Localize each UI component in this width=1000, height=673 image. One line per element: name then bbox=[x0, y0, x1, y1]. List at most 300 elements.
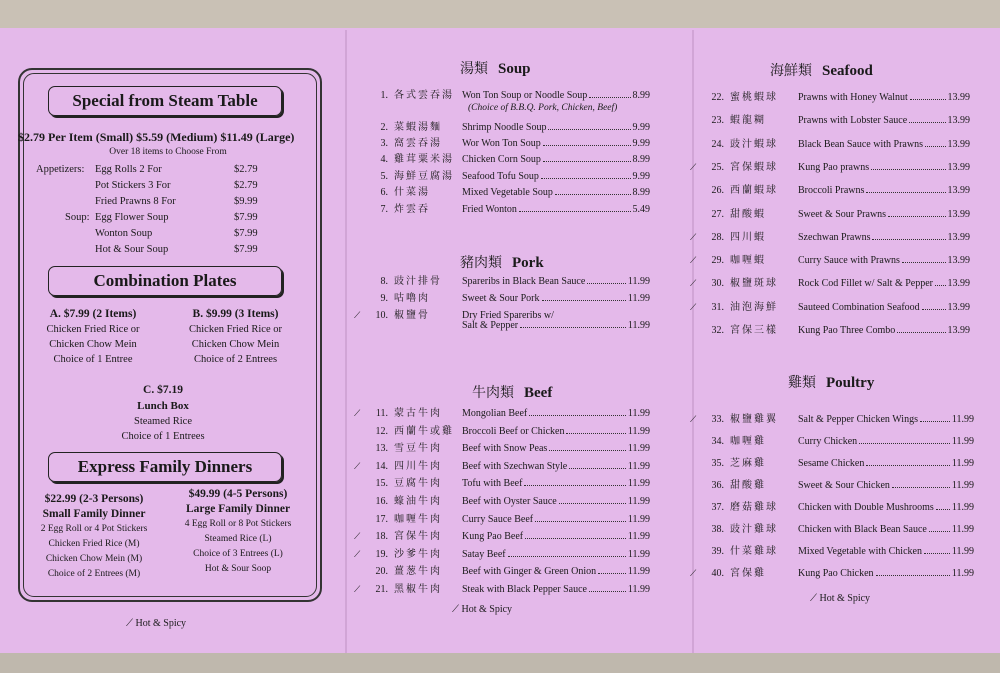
item-name: Steak with Black Pepper Sauce bbox=[462, 584, 587, 595]
item-price: 5.49 bbox=[632, 204, 650, 215]
item-chinese-name: 四川牛肉 bbox=[394, 460, 442, 472]
menu-item bbox=[366, 200, 650, 217]
item-number: 40. bbox=[711, 568, 724, 579]
item-name: Mongolian Beef bbox=[462, 408, 528, 419]
item-chinese-name: 咖喱牛肉 bbox=[394, 513, 442, 525]
special-item: Fried Prawns 8 For bbox=[95, 196, 176, 207]
item-number: 17. bbox=[375, 513, 388, 525]
hot-spicy-legend: ⟋ Hot & Spicy bbox=[452, 604, 513, 615]
item-name: Broccoli Prawns bbox=[798, 185, 865, 197]
item-number: 12. bbox=[375, 425, 388, 437]
pepper-icon: ⟋ bbox=[452, 604, 459, 615]
item-name: Beef with Ginger & Green Onion bbox=[462, 566, 597, 578]
item-price: 11.99 bbox=[627, 548, 650, 560]
menu-item bbox=[702, 88, 970, 105]
item-name: Spareribs in Black Bean Sauce bbox=[462, 276, 586, 287]
item-chinese-name: 黑椒牛肉 bbox=[394, 584, 442, 595]
item-price: 11.99 bbox=[627, 478, 650, 490]
leader-dots bbox=[555, 194, 631, 195]
seafood-heading: 海鮮類 Seafood bbox=[770, 63, 873, 79]
combo-a-line: Choice of 1 Entree bbox=[53, 354, 133, 365]
leader-dots bbox=[587, 283, 626, 284]
item-name: Kung Pao Beef bbox=[462, 531, 524, 543]
item-number: 20. bbox=[375, 566, 388, 578]
item-number: 21. bbox=[375, 584, 388, 595]
menu-item bbox=[366, 562, 650, 579]
item-name: Sweet & Sour Pork bbox=[462, 293, 540, 304]
pepper-icon: ⟋ bbox=[690, 161, 697, 172]
item-name: Chicken with Double Mushrooms bbox=[798, 502, 934, 513]
item-chinese-name: 甜酸蝦 bbox=[730, 208, 766, 220]
pepper-icon: ⟋ bbox=[354, 310, 361, 320]
item-name: Salt & Pepper bbox=[462, 320, 519, 331]
large-dinner-line: 4 Egg Roll or 8 Pot Stickers bbox=[184, 519, 292, 529]
small-dinner-line: Chicken Fried Rice (M) bbox=[48, 539, 140, 549]
item-number: 33. bbox=[711, 414, 724, 425]
special-price: $9.99 bbox=[234, 196, 258, 207]
item-number: 26. bbox=[711, 185, 724, 197]
item-number: 16. bbox=[375, 496, 388, 507]
item-price: 11.99 bbox=[951, 458, 974, 469]
item-name: Mixed Vegetable Soup bbox=[462, 187, 553, 198]
item-chinese-name: 蒙古牛肉 bbox=[394, 408, 442, 419]
poultry-heading: 雞類 Poultry bbox=[788, 375, 875, 391]
item-chinese-name: 菜蝦湯麵 bbox=[394, 122, 442, 133]
menu-item bbox=[702, 111, 970, 128]
menu-item bbox=[354, 404, 650, 421]
combo-b-line: Chicken Chow Mein bbox=[191, 339, 280, 350]
leader-dots bbox=[859, 443, 950, 444]
item-number: 11. bbox=[375, 408, 388, 419]
special-price: $7.99 bbox=[234, 228, 258, 239]
item-number: 13. bbox=[375, 443, 388, 455]
item-chinese-name: 雪豆牛肉 bbox=[394, 443, 442, 455]
leader-dots bbox=[910, 99, 946, 100]
item-name: Szechwan Prawns bbox=[798, 231, 871, 243]
leader-dots bbox=[525, 538, 626, 539]
item-number: 23. bbox=[711, 115, 724, 127]
item-name: Won Ton Soup or Noodle Soup bbox=[462, 90, 588, 101]
leader-dots bbox=[866, 192, 945, 193]
pepper-icon: ⟋ bbox=[354, 584, 361, 594]
item-chinese-name: 什菜湯 bbox=[394, 187, 430, 198]
pepper-icon: ⟋ bbox=[690, 568, 697, 578]
item-chinese-name: 薑葱牛肉 bbox=[394, 566, 442, 578]
item-price: 11.99 bbox=[627, 566, 650, 578]
leader-dots bbox=[925, 146, 946, 147]
item-name: Satay Beef bbox=[462, 548, 506, 560]
item-price: 11.99 bbox=[627, 408, 650, 419]
item-price: 11.99 bbox=[627, 531, 650, 543]
item-price: 11.99 bbox=[951, 546, 974, 557]
item-name: Chicken Corn Soup bbox=[462, 154, 541, 165]
item-name: Prawns with Lobster Sauce bbox=[798, 115, 908, 127]
small-dinner-line: Chicken Chow Mein (M) bbox=[45, 554, 143, 564]
item-number: 30. bbox=[711, 278, 724, 290]
item-price: 11.99 bbox=[951, 436, 974, 447]
menu-item bbox=[690, 228, 970, 245]
item-price: 11.99 bbox=[951, 480, 974, 491]
item-price: 13.99 bbox=[947, 115, 970, 127]
item-name: Salt & Pepper Chicken Wings bbox=[798, 414, 918, 425]
item-price: 13.99 bbox=[947, 185, 970, 197]
item-price: 13.99 bbox=[947, 278, 970, 290]
small-dinner-line: Choice of 2 Entrees (M) bbox=[47, 569, 141, 579]
pepper-icon: ⟋ bbox=[354, 460, 361, 471]
combo-b-line: Chicken Fried Rice or bbox=[188, 324, 283, 335]
pepper-icon: ⟋ bbox=[810, 593, 817, 604]
leader-dots bbox=[871, 169, 945, 170]
leader-dots bbox=[589, 591, 626, 592]
item-chinese-name: 咖喱雞 bbox=[730, 436, 766, 447]
menu-item bbox=[690, 564, 974, 581]
combo-c-line: Choice of 1 Entrees bbox=[121, 431, 205, 442]
item-name: Tofu with Beef bbox=[462, 478, 523, 490]
combo-c-head: C. $7.19 bbox=[143, 384, 183, 396]
item-name: Beef with Szechwan Style bbox=[462, 460, 568, 472]
item-price: 11.99 bbox=[627, 513, 650, 525]
item-name: Sweet & Sour Chicken bbox=[798, 480, 890, 491]
item-chinese-name: 甜酸雞 bbox=[730, 480, 766, 491]
item-name: Wor Won Ton Soup bbox=[462, 138, 541, 149]
item-chinese-name: 豆腐牛肉 bbox=[394, 478, 442, 490]
item-price: 13.99 bbox=[947, 208, 970, 220]
item-chinese-name: 海鮮豆腐湯 bbox=[394, 171, 454, 182]
leader-dots bbox=[924, 553, 950, 554]
leader-dots bbox=[909, 122, 945, 123]
item-price: 13.99 bbox=[947, 255, 970, 267]
leader-dots bbox=[935, 285, 946, 286]
item-price: 11.99 bbox=[627, 443, 650, 455]
item-price: 13.99 bbox=[947, 301, 970, 313]
menu-item bbox=[366, 150, 650, 167]
item-price: 9.99 bbox=[632, 138, 650, 149]
item-chinese-name: 磨菇雞球 bbox=[730, 502, 778, 513]
item-number: 22. bbox=[711, 92, 724, 103]
pepper-icon: ⟋ bbox=[354, 531, 361, 542]
item-chinese-name: 雞茸粟米湯 bbox=[394, 154, 454, 165]
combo-title: Combination Plates bbox=[48, 266, 282, 296]
leader-dots bbox=[897, 332, 945, 333]
menu-item bbox=[690, 298, 970, 315]
item-chinese-name: 椒鹽斑球 bbox=[730, 278, 778, 290]
item-name: Black Bean Sauce with Prawns bbox=[798, 138, 923, 150]
large-dinner-line: Steamed Rice (L) bbox=[204, 534, 272, 544]
leader-dots bbox=[548, 129, 630, 130]
item-chinese-name: 椒鹽骨 bbox=[394, 310, 430, 321]
pepper-icon: ⟋ bbox=[690, 414, 697, 424]
pork-heading: 豬肉類 Pork bbox=[460, 255, 544, 271]
item-price: 11.99 bbox=[627, 276, 650, 287]
item-price: 11.99 bbox=[627, 293, 650, 304]
item-name: Beef with Oyster Sauce bbox=[462, 496, 557, 507]
menu-item bbox=[366, 118, 650, 135]
pepper-icon: ⟋ bbox=[690, 301, 697, 312]
pepper-icon: ⟋ bbox=[690, 278, 697, 289]
item-number: 37. bbox=[711, 502, 724, 513]
menu-item bbox=[702, 205, 970, 222]
item-price: 11.99 bbox=[627, 425, 650, 437]
item-name: Curry Sauce with Prawns bbox=[798, 255, 900, 267]
item-name: Sweet & Sour Prawns bbox=[798, 208, 887, 220]
leader-dots bbox=[543, 161, 631, 162]
item-chinese-name: 豉汁排骨 bbox=[394, 276, 442, 287]
item-price: 11.99 bbox=[951, 502, 974, 513]
fold-line bbox=[345, 30, 347, 653]
item-price: 9.99 bbox=[632, 171, 650, 182]
item-price: 11.99 bbox=[627, 496, 650, 507]
seafood-poultry-panel bbox=[690, 30, 998, 653]
menu-item bbox=[366, 134, 650, 151]
menu-item bbox=[366, 422, 650, 439]
combo-a-head: A. $7.99 (2 Items) bbox=[49, 308, 137, 320]
leader-dots bbox=[508, 556, 626, 557]
item-name: Sesame Chicken bbox=[798, 458, 865, 469]
item-name: Dry Fried Spareribs w/ bbox=[462, 310, 554, 321]
item-number: 19. bbox=[375, 548, 388, 560]
menu-item bbox=[702, 321, 970, 338]
item-price: 13.99 bbox=[947, 231, 970, 243]
soup-note: (Choice of B.B.Q. Pork, Chicken, Beef) bbox=[468, 103, 618, 113]
item-price: 8.99 bbox=[632, 187, 650, 198]
item-number: 15. bbox=[375, 478, 388, 490]
item-chinese-name: 宮保蝦球 bbox=[730, 161, 778, 173]
item-chinese-name: 咕嚕肉 bbox=[394, 293, 430, 304]
item-price: 8.99 bbox=[632, 154, 650, 165]
large-dinner-price: $49.99 (4-5 Persons) bbox=[188, 488, 288, 500]
pepper-icon: ⟋ bbox=[690, 255, 697, 266]
item-chinese-name: 芝麻雞 bbox=[730, 458, 766, 469]
item-price: 11.99 bbox=[627, 584, 650, 595]
item-price: 11.99 bbox=[627, 460, 650, 472]
special-item: Pot Stickers 3 For bbox=[95, 180, 171, 191]
menu-item bbox=[366, 492, 650, 509]
item-number: 6. bbox=[380, 187, 388, 198]
item-chinese-name: 豉汁雞球 bbox=[730, 524, 778, 535]
leader-dots bbox=[920, 421, 950, 422]
menu-item bbox=[354, 527, 650, 544]
special-title: Special from Steam Table bbox=[48, 86, 282, 116]
soup-label: Soup: bbox=[65, 212, 90, 223]
menu-item bbox=[354, 545, 650, 562]
item-number: 36. bbox=[711, 480, 724, 491]
menu-item bbox=[690, 410, 974, 427]
item-name: Sauteed Combination Seafood bbox=[798, 301, 920, 313]
hot-spicy-legend: ⟋ Hot & Spicy bbox=[810, 593, 871, 604]
large-dinner-line: Hot & Sour Soop bbox=[204, 564, 272, 574]
special-item: Egg Rolls 2 For bbox=[95, 164, 162, 175]
leader-dots bbox=[520, 327, 626, 328]
item-name: Kung Pao Chicken bbox=[798, 568, 874, 579]
leader-dots bbox=[519, 211, 631, 212]
leader-dots bbox=[541, 178, 631, 179]
item-number: 3. bbox=[380, 138, 388, 149]
item-chinese-name: 椒鹽雞翼 bbox=[730, 414, 778, 425]
item-chinese-name: 西蘭牛或雞 bbox=[394, 425, 454, 437]
item-chinese-name: 各式雲吞湯 bbox=[394, 90, 454, 101]
item-number: 9. bbox=[380, 293, 388, 304]
menu-item bbox=[366, 167, 650, 184]
item-chinese-name: 四川蝦 bbox=[730, 231, 766, 243]
pepper-icon: ⟋ bbox=[690, 231, 697, 242]
leader-dots bbox=[936, 509, 950, 510]
leader-dots bbox=[876, 575, 950, 576]
specials-panel bbox=[8, 30, 338, 653]
leader-dots bbox=[929, 531, 950, 532]
item-number: 5. bbox=[380, 171, 388, 182]
item-price: 11.99 bbox=[627, 320, 650, 331]
leader-dots bbox=[589, 97, 630, 98]
menu-item bbox=[366, 439, 650, 456]
soup-pork-beef-panel bbox=[352, 30, 688, 653]
item-name: Broccoli Beef or Chicken bbox=[462, 425, 565, 437]
soup-heading: 湯類 Soup bbox=[460, 61, 531, 77]
item-price: 11.99 bbox=[951, 524, 974, 535]
menu-item bbox=[702, 520, 974, 537]
special-price: $7.99 bbox=[234, 212, 258, 223]
leader-dots bbox=[529, 415, 626, 416]
item-chinese-name: 什菜雞球 bbox=[730, 546, 778, 557]
item-chinese-name: 宮保雞 bbox=[730, 568, 766, 579]
leader-dots bbox=[866, 465, 949, 466]
combo-a-line: Chicken Fried Rice or bbox=[46, 324, 140, 335]
item-number: 39. bbox=[711, 546, 724, 557]
item-chinese-name: 宮保牛肉 bbox=[394, 531, 442, 543]
item-chinese-name: 咖喱蝦 bbox=[730, 255, 766, 267]
item-name: Mixed Vegetable with Chicken bbox=[798, 546, 922, 557]
menu-item bbox=[366, 272, 650, 289]
menu-item bbox=[366, 510, 650, 527]
item-number: 29. bbox=[711, 255, 724, 267]
item-name: Chicken with Black Bean Sauce bbox=[798, 524, 927, 535]
item-chinese-name: 窩雲吞湯 bbox=[394, 138, 442, 149]
menu-item bbox=[366, 474, 650, 491]
leader-dots bbox=[566, 433, 625, 434]
appetizers-label: Appetizers: bbox=[36, 164, 85, 175]
small-dinner-name: Small Family Dinner bbox=[42, 508, 146, 520]
item-number: 4. bbox=[380, 154, 388, 165]
item-chinese-name: 蝦龍糊 bbox=[730, 115, 766, 127]
menu-item bbox=[702, 542, 974, 559]
item-number: 1. bbox=[380, 90, 388, 101]
item-name: Curry Chicken bbox=[798, 436, 858, 447]
item-chinese-name: 沙爹牛肉 bbox=[394, 548, 442, 560]
item-number: 7. bbox=[380, 204, 388, 215]
item-number: 24. bbox=[711, 138, 724, 150]
item-number: 35. bbox=[711, 458, 724, 469]
special-item: Hot & Sour Soup bbox=[95, 244, 169, 255]
leader-dots bbox=[535, 521, 626, 522]
express-title: Express Family Dinners bbox=[48, 452, 282, 482]
special-price: $7.99 bbox=[234, 244, 258, 255]
item-price: 11.99 bbox=[951, 414, 974, 425]
large-dinner-name: Large Family Dinner bbox=[185, 503, 291, 515]
item-name: Kung Pao Three Combo bbox=[798, 325, 896, 336]
combo-c-line: Lunch Box bbox=[137, 400, 189, 412]
beef-heading: 牛肉類 Beef bbox=[472, 385, 553, 401]
item-number: 14. bbox=[375, 460, 388, 472]
small-dinner-line: 2 Egg Roll or 4 Pot Stickers bbox=[40, 524, 148, 534]
item-number: 18. bbox=[375, 531, 388, 543]
special-note: Over 18 items to Choose From bbox=[109, 147, 227, 157]
item-name: Beef with Snow Peas bbox=[462, 443, 548, 455]
leader-dots bbox=[888, 216, 945, 217]
leader-dots bbox=[569, 468, 626, 469]
menu-item bbox=[366, 183, 650, 200]
item-price: 13.99 bbox=[947, 92, 970, 103]
item-number: 27. bbox=[711, 208, 724, 220]
leader-dots bbox=[892, 487, 950, 488]
item-chinese-name: 蜜桃蝦球 bbox=[730, 92, 778, 103]
item-number: 8. bbox=[380, 276, 388, 287]
menu-item bbox=[690, 158, 970, 175]
large-dinner-line: Choice of 3 Entrees (L) bbox=[193, 549, 283, 559]
item-chinese-name: 蠔油牛肉 bbox=[394, 496, 442, 507]
leader-dots bbox=[542, 300, 626, 301]
item-price: 13.99 bbox=[947, 138, 970, 150]
item-price: 13.99 bbox=[947, 161, 970, 173]
fold-line bbox=[692, 30, 694, 653]
small-dinner-price: $22.99 (2-3 Persons) bbox=[44, 493, 144, 505]
item-price: 8.99 bbox=[632, 90, 650, 101]
item-chinese-name: 西蘭蝦球 bbox=[730, 185, 778, 197]
item-chinese-name: 油泡海鮮 bbox=[730, 301, 778, 313]
menu-item bbox=[702, 498, 974, 515]
special-item: Egg Flower Soup bbox=[95, 212, 169, 223]
special-price: $2.79 bbox=[234, 164, 258, 175]
item-number: 25. bbox=[711, 161, 724, 173]
menu-item bbox=[702, 432, 974, 449]
menu-item bbox=[354, 580, 650, 597]
combo-b-head: B. $9.99 (3 Items) bbox=[192, 308, 279, 320]
item-number: 34. bbox=[711, 436, 724, 447]
special-price: $2.79 bbox=[234, 180, 258, 191]
menu-item bbox=[702, 454, 974, 471]
item-name: Curry Sauce Beef bbox=[462, 513, 534, 525]
hot-spicy-legend: ⟋ Hot & Spicy bbox=[126, 618, 187, 629]
menu-item bbox=[702, 135, 970, 152]
item-name: Prawns with Honey Walnut bbox=[798, 92, 908, 103]
item-chinese-name: 豉汁蝦球 bbox=[730, 138, 778, 150]
pepper-icon: ⟋ bbox=[354, 408, 361, 418]
leader-dots bbox=[902, 262, 946, 263]
menu-item bbox=[702, 181, 970, 198]
item-number: 10. bbox=[375, 310, 388, 321]
item-name: Shrimp Noodle Soup bbox=[462, 122, 547, 133]
special-item: Wonton Soup bbox=[95, 228, 153, 239]
menu-item bbox=[366, 289, 650, 306]
menu-item-continued bbox=[366, 320, 650, 337]
item-number: 2. bbox=[380, 122, 388, 133]
menu-item bbox=[690, 274, 970, 291]
menu-item bbox=[690, 251, 970, 268]
leader-dots bbox=[922, 309, 946, 310]
item-name: Rock Cod Fillet w/ Salt & Pepper bbox=[798, 278, 933, 290]
item-number: 31. bbox=[711, 301, 724, 313]
menu-item bbox=[702, 476, 974, 493]
leader-dots bbox=[872, 239, 945, 240]
leader-dots bbox=[598, 573, 626, 574]
item-number: 38. bbox=[711, 524, 724, 535]
item-number: 32. bbox=[711, 325, 724, 336]
item-price: 9.99 bbox=[632, 122, 650, 133]
item-price: 11.99 bbox=[951, 568, 974, 579]
combo-b-line: Choice of 2 Entrees bbox=[193, 354, 278, 365]
item-name: Seafood Tofu Soup bbox=[462, 171, 539, 182]
item-price: 13.99 bbox=[947, 325, 970, 336]
item-name: Fried Wonton bbox=[462, 204, 517, 215]
leader-dots bbox=[524, 485, 625, 486]
